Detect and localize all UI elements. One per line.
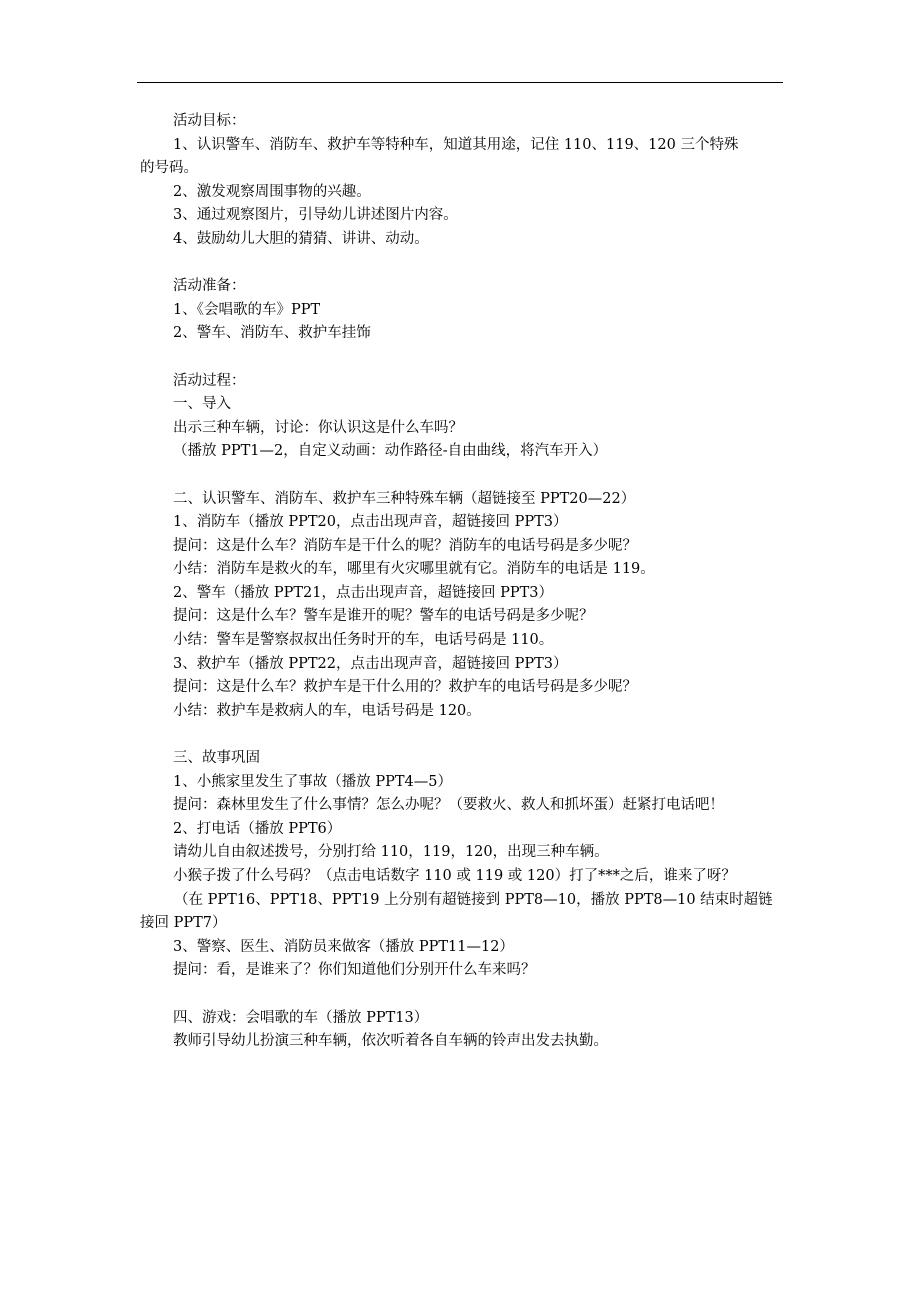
part3-line-1: 1、小熊家里发生了事故（播放 PPT4—5）	[173, 773, 452, 790]
goal-item-2: 2、激发观察周围事物的兴趣。	[173, 183, 371, 200]
goal-item-4: 4、鼓励幼儿大胆的猜猜、讲讲、动动。	[173, 230, 429, 247]
prep-heading: 活动准备：	[173, 278, 246, 295]
prep-item-1: 1、《会唱歌的车》PPT	[173, 301, 321, 318]
goal-item-1: 1、认识警车、消防车、救护车等特种车，知道其用途，记住 110、119、120 三个特殊	[173, 136, 739, 153]
header-rule	[137, 82, 783, 83]
part1-title: 一、导入	[173, 396, 231, 413]
part2-line-3: 小结：消防车是救火的车，哪里有火灾哪里就有它。消防车的电话是 119。	[173, 561, 655, 578]
prep-item-2: 2、警车、消防车、救护车挂饰	[173, 325, 371, 342]
document-body	[140, 110, 786, 1054]
part2-line-6: 小结：警车是警察叔叔出任务时开的车，电话号码是 110。	[173, 632, 554, 649]
part2-line-4: 2、警车（播放 PPT21，点击出现声音，超链接回 PPT3）	[173, 584, 553, 601]
part2-line-7: 3、救护车（播放 PPT22，点击出现声音，超链接回 PPT3）	[173, 655, 568, 672]
spacer	[140, 346, 786, 370]
part4-line-1: 教师引导幼儿扮演三种车辆，依次听着各自车辆的铃声出发去执勤。	[173, 1033, 608, 1050]
part3-line-2: 提问：森林里发生了什么事情？怎么办呢？（要救火、救人和抓坏蛋）赶紧打电话吧！	[173, 797, 724, 814]
spacer	[140, 983, 786, 1007]
goal-item-3: 3、通过观察图片，引导幼儿讲述图片内容。	[173, 207, 458, 224]
goal-item-1-cont: 的号码。	[140, 160, 198, 177]
part4-title: 四、游戏：会唱歌的车（播放 PPT13）	[173, 1009, 429, 1026]
part2-line-1: 1、消防车（播放 PPT20，点击出现声音，超链接回 PPT3）	[173, 514, 568, 531]
part3-line-6: （在 PPT16、PPT18、PPT19 上分别有超链接到 PPT8—10，播放 PPT8—10 结束时超链	[174, 891, 773, 908]
part2-line-2: 提问：这是什么车？消防车是干什么的呢？消防车的电话号码是多少呢？	[173, 537, 637, 554]
part3-line-6-cont: 接回 PPT7）	[140, 915, 227, 932]
part2-title: 二、认识警车、消防车、救护车三种特殊车辆（超链接至 PPT20—22）	[173, 490, 636, 507]
part2-line-8: 提问：这是什么车？救护车是干什么用的？救护车的电话号码是多少呢？	[173, 679, 637, 696]
part3-line-5: 小猴子拨了什么号码？（点击电话数字 110 或 119 或 120）打了***之后，谁来了呀？	[173, 868, 736, 884]
spacer	[140, 252, 786, 276]
spacer	[140, 723, 786, 747]
part3-line-7: 3、警察、医生、消防员来做客（播放 PPT11—12）	[173, 938, 514, 955]
part3-line-3: 2、打电话（播放 PPT6）	[173, 820, 342, 837]
part1-line-1: 出示三种车辆，讨论：你认识这是什么车吗？	[173, 419, 463, 436]
part3-title: 三、故事巩固	[173, 750, 260, 767]
part2-line-5: 提问：这是什么车？警车是谁开的呢？警车的电话号码是多少呢？	[173, 608, 594, 625]
process-heading: 活动过程：	[173, 372, 246, 389]
part3-line-8: 提问：看，是谁来了？你们知道他们分别开什么车来吗？	[173, 962, 536, 979]
spacer	[140, 464, 786, 488]
part1-line-2: （播放 PPT1—2，自定义动画：动作路径-自由曲线，将汽车开入）	[173, 443, 608, 460]
part2-line-9: 小结：救护车是救病人的车，电话号码是 120。	[173, 702, 481, 719]
part3-line-4: 请幼儿自由叙述拨号，分别打给 110，119，120，出现三种车辆。	[173, 844, 609, 861]
goals-heading: 活动目标：	[173, 113, 246, 129]
